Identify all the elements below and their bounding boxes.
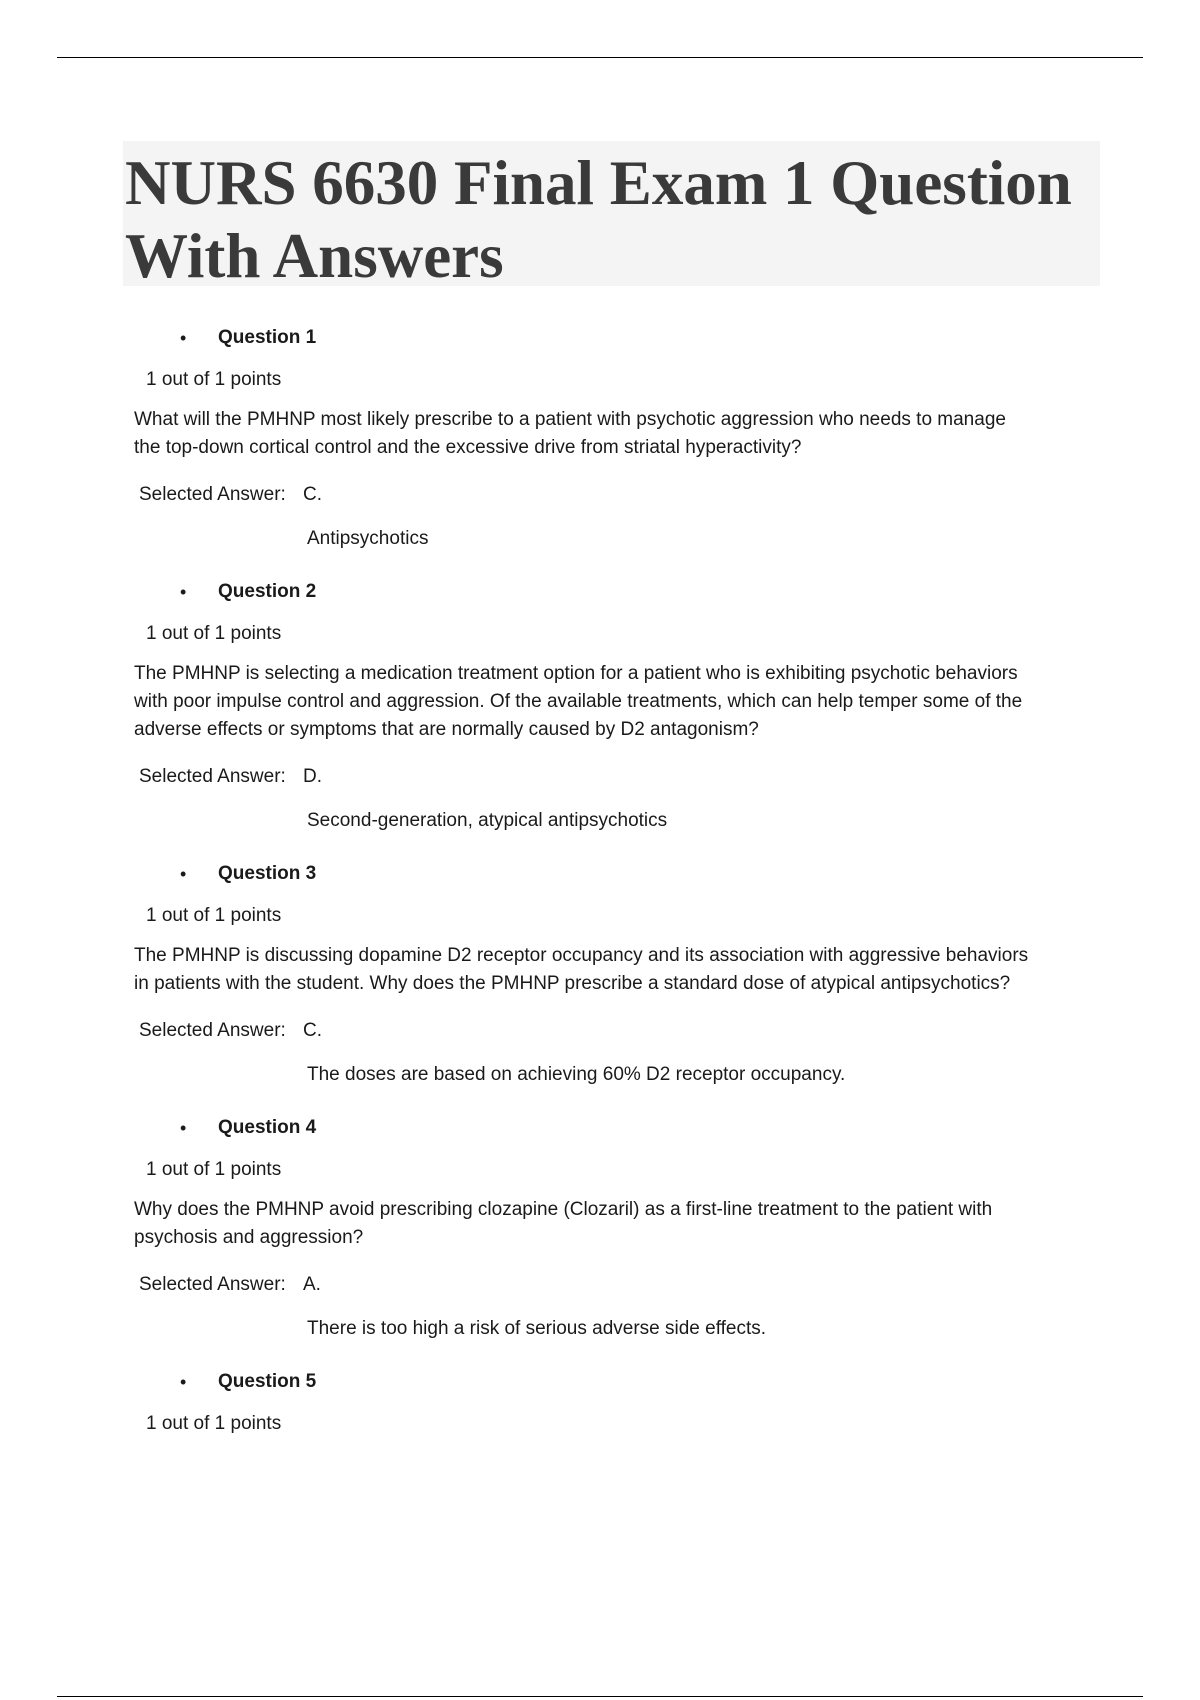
question-header (0, 1108, 1200, 1148)
question-header (0, 854, 1200, 894)
question-points: 1 out of 1 points (146, 369, 282, 390)
question-header (0, 572, 1200, 612)
selected-answer-text: Second-generation, atypical antipsychotics (307, 810, 668, 831)
top-divider (57, 57, 1143, 58)
question-list (0, 318, 1200, 1444)
selected-answer-letter: C. (303, 1020, 322, 1041)
selected-answer-letter: D. (303, 766, 322, 787)
bullet-icon: • (180, 328, 187, 348)
title-banner (123, 141, 1100, 291)
question-prompt: The PMHNP is selecting a medication treatment option for a patient who is exhibiting psychotic behaviors with poor impulse control and aggression. Of the available treatments, which can help temper some of the adverse effects or symptoms that are normally caused by D2 antagonism? (134, 663, 1023, 740)
document-title: NURS 6630 Final Exam 1 Question With Answers (125, 148, 1072, 291)
question-item (0, 318, 1200, 572)
selected-answer-text: Antipsychotics (307, 528, 429, 549)
question-item (0, 854, 1200, 1108)
selected-answer-label: Selected Answer: (139, 1274, 286, 1295)
question-header (0, 318, 1200, 358)
selected-answer-label: Selected Answer: (139, 1020, 286, 1041)
question-label: Question 2 (218, 581, 317, 602)
question-prompt: What will the PMHNP most likely prescribe to a patient with psychotic aggression who needs to manage the top-down cortical control and the excessive drive from striatal hyperactivity? (134, 409, 1006, 458)
question-prompt: Why does the PMHNP avoid prescribing clozapine (Clozaril) as a first-line treatment to the patient with psychosis and aggression? (134, 1199, 993, 1248)
bottom-divider (57, 1696, 1143, 1697)
selected-answer-row (0, 758, 1200, 796)
question-item (0, 1108, 1200, 1362)
bullet-icon: • (180, 864, 187, 884)
selected-answer-text: The doses are based on achieving 60% D2 receptor occupancy. (307, 1064, 846, 1085)
question-points: 1 out of 1 points (146, 1413, 282, 1434)
question-points: 1 out of 1 points (146, 623, 282, 644)
bullet-icon: • (180, 1118, 187, 1138)
selected-answer-letter: C. (303, 484, 322, 505)
selected-answer-label: Selected Answer: (139, 484, 286, 505)
selected-answer-row (0, 1266, 1200, 1304)
selected-answer-letter: A. (303, 1274, 321, 1295)
question-label: Question 5 (218, 1371, 317, 1392)
question-points: 1 out of 1 points (146, 1159, 282, 1180)
question-header (0, 1362, 1200, 1402)
bullet-icon: • (180, 1372, 187, 1392)
question-item (0, 572, 1200, 854)
bullet-icon: • (180, 582, 187, 602)
question-label: Question 4 (218, 1117, 317, 1138)
selected-answer-row (0, 1012, 1200, 1050)
selected-answer-label: Selected Answer: (139, 766, 286, 787)
question-label: Question 3 (218, 863, 317, 884)
selected-answer-text: There is too high a risk of serious adverse side effects. (307, 1318, 767, 1339)
question-label: Question 1 (218, 327, 317, 348)
question-item (0, 1362, 1200, 1444)
selected-answer-row (0, 476, 1200, 514)
question-points: 1 out of 1 points (146, 905, 282, 926)
question-prompt: The PMHNP is discussing dopamine D2 receptor occupancy and its association with aggressive behaviors in patients with the student. Why does the PMHNP prescribe a standard dose of atypical antipsychotics? (134, 945, 1029, 994)
